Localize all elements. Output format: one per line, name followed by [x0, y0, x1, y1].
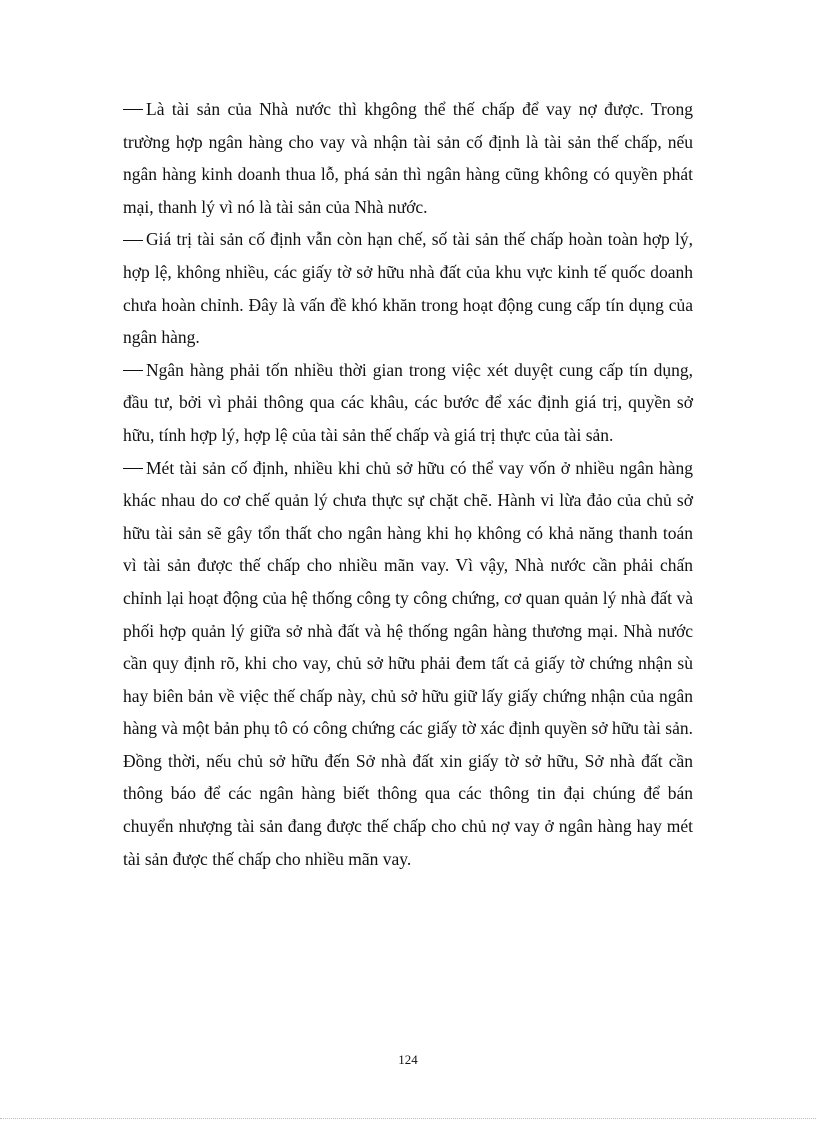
body-text [123, 93, 693, 875]
footer-divider [0, 1118, 816, 1119]
paragraph-4 [123, 452, 693, 876]
paragraph-3 [123, 354, 693, 452]
page-number: 124 [398, 1052, 418, 1067]
paragraph-2-text: Giá trị tài sản cố định vẫn còn hạn chế, số tài sản thế chấp hoàn toàn hợp lý, hợp lệ, không nhiều, các giấy tờ sở hữu nhà đất của khu vực kinh tế quốc doanh chưa hoàn chỉnh. Đây là vấn đề khó khăn trong hoạt động cung cấp tín dụng của ngân hàng. [123, 229, 693, 348]
dash-mark [123, 240, 143, 241]
paragraph-1-text: Là tài sản của Nhà nước thì khgông thể thế chấp để vay nợ được. Trong trường hợp ngân hàng cho vay và nhận tài sản cố định là tài sản thế chấp, nếu ngân hàng kinh doanh thua lỗ, phá sản thì ngân hàng cũng không có quyền phát mại, thanh lý vì nó là tài sản của Nhà nước. [123, 99, 693, 217]
dash-mark [123, 468, 143, 469]
dash-mark [123, 109, 143, 110]
dash-mark [123, 370, 143, 371]
paragraph-3-text: Ngân hàng phải tốn nhiều thời gian trong việc xét duyệt cung cấp tín dụng, đầu tư, bởi vì phải thông qua các khâu, các bước để xác định giá trị, quyền sở hữu, tính hợp lý, hợp lệ của tài sản thế chấp và giá trị thực của tài sản. [123, 359, 693, 445]
paragraph-4-text: Mét tài sản cố định, nhiều khi chủ sở hữu có thể vay vốn ở nhiều ngân hàng khác nhau do cơ chế quản lý chưa thực sự chặt chẽ. Hành vi lừa đảo của chủ sở hữu tài sản sẽ gây tổn thất cho ngân hàng khi họ không có khả năng thanh toán vì tài sản được thế chấp cho nhiều mãn vay. Vì vậy, Nhà nước cần phải chấn chỉnh lại hoạt động của hệ thống công ty công chứng, cơ quan quản lý nhà đất và phối hợp quản lý giữa sở nhà đất và hệ thống ngân hàng thương mại. Nhà nước cần quy định rõ, khi cho vay, chủ sở hữu phải đem tất cả giấy tờ chứng nhận sù hay biên bản về việc thế chấp này, chủ sở hữu giữ lấy giấy chứng nhận của ngân hàng và một bản phụ tô có công chứng các giấy tờ xác định quyền sở hữu tài sản. Đồng thời, nếu chủ sở hữu đến Sở nhà đất xin giấy tờ sở hữu, Sở nhà đất cần thông báo để các ngân hàng biết thông qua các thông tin đại chúng để bán chuyển nhượng tài sản đang được thế chấp cho chủ nợ vay ở ngân hàng hay mét tài sản được thế chấp cho nhiều mãn vay. [123, 457, 693, 869]
paragraph-1 [123, 93, 693, 223]
paragraph-2 [123, 223, 693, 353]
